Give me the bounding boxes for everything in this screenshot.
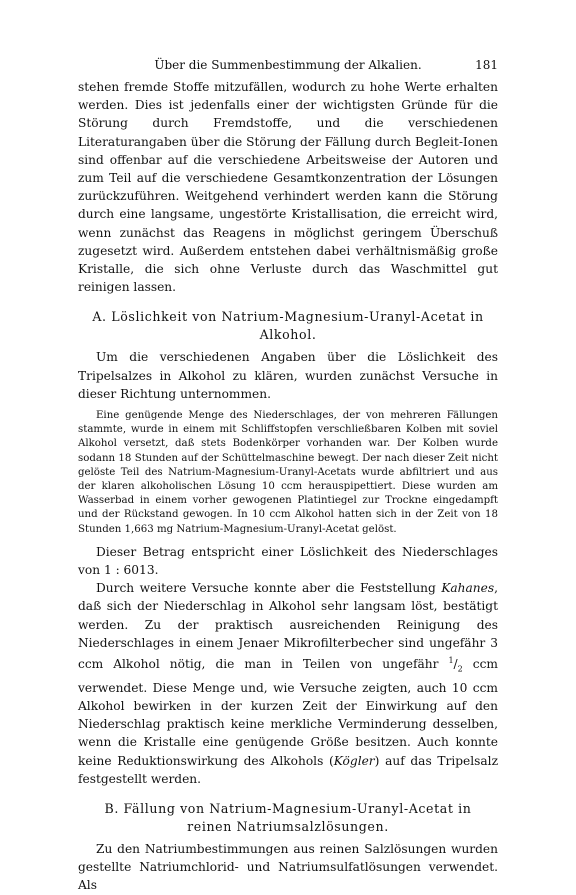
paragraph-5 [78, 579, 498, 788]
paragraph-5-text-a: Durch weitere Versuche konnte aber die Feststellung [96, 581, 442, 596]
section-heading-a [78, 308, 498, 344]
section-heading-b-line-2: reinen Natriumsalzlösungen. [187, 819, 389, 835]
paragraph-5-text-c: ccm verwendet. Diese Menge und, wie Versuche zeigten, auch 10 ccm Alkohol bewirken in der kurzen Zeit der Einwirkung auf den Niederschlag praktisch keine merkliche Verminderung desselben, wenn die Kristalle eine genügende Größe besitzen. Auch konnte keine Reduktionswirkung des Alkohols ( [78, 657, 498, 768]
paragraph-4: Dieser Betrag entspricht einer Löslichkeit des Niederschlages von 1 : 6013. [78, 544, 498, 578]
author-name-kogler: Kögler [333, 753, 375, 768]
fraction-slash: / [453, 657, 458, 672]
fraction-numerator: 1 [448, 656, 454, 666]
section-heading-a-line-1: A. Löslichkeit von Natrium-Magnesium-Uranyl-Acetat in [92, 309, 484, 325]
section-heading-a-line-2: Alkohol. [259, 327, 317, 343]
fraction-denominator: 2 [457, 664, 463, 674]
paragraph-5-text-d: ) auf das Tripelsalz festgestellt werden. [78, 753, 498, 786]
running-head [78, 58, 498, 78]
running-title: Über die Summenbestimmung der Alkalien. [154, 58, 422, 72]
paragraph-2: Um die verschiedenen Angaben über die Löslichkeit des Tripelsalzes in Alkohol zu klären, wurden zunächst Versuche in dieser Richtung unternommen. [78, 350, 498, 401]
paragraph-3-small-print: Eine genügende Menge des Niederschlages, der von mehreren Fällungen stammte, wurde in einem mit Schliffstopfen verschließbaren Kolben mit soviel Alkohol versetzt, daß stets Bodenkörper vorhanden war. Der Kolben wurde sodann 18 Stunden auf der Schüttelmaschine bewegt. Der nach dieser Zeit nicht gelöste Teil des Natrium-Magnesium-Uranyl-Acetats wurde abfiltriert und aus der klaren alkoholischen Lösung 10 ccm herauspipettiert. Diese wurden am Wasserbad in einem vorher gewogenen Platintiegel zur Trockne eingedampft und der Rückstand gewogen. In 10 ccm Alkohol hatten sich in der Zeit von 18 Stunden 1,663 mg Natrium-Magnesium-Uranyl-Acetat gelöst. [78, 410, 498, 535]
section-heading-b-line-1: B. Fällung von Natrium-Magnesium-Uranyl-Acetat in [104, 801, 472, 817]
author-name-kahane: Kahanes [441, 581, 495, 596]
paragraph-6: Zu den Natriumbestimmungen aus reinen Salzlösungen wurden gestellte Natriumchlorid- und Natriumsulfatlösungen verwendet. Als [78, 842, 498, 893]
section-heading-b [78, 800, 498, 836]
paragraph-1: stehen fremde Stoffe mitzufällen, wodurch zu hohe Werte erhalten werden. Dies ist jedenfalls einer der wichtigsten Gründe für die Störung durch Fremdstoffe, und die verschiedenen Literaturangaben über die Störung der Fällung durch Begleit-Ionen sind offenbar auf die verschiedene Arbeitsweise der Autoren und zum Teil auf die verschiedene Gesamtkonzentration der Lösungen zurückzuführen. Weitgehend verhindert werden kann die Störung durch eine langsame, ungestörte Kristallisation, die erreicht wird, wenn zunächst das Reagens in möglichst geringem Überschuß zugesetzt wird. Außerdem entstehen dabei verhältnismäßig große Kristalle, die sich ohne Verluste durch das Waschmittel gut reinigen lassen. [78, 80, 498, 295]
paragraph-5-text-b: , daß sich der Niederschlag in Alkohol sehr langsam löst, bestätigt werden. Zu der praktisch ausreichenden Reinigung des Niederschlages in einem Jenaer Mikrofilterbecher sind ungefähr 3 ccm Alkohol nötig, die man in Teilen von ungefähr [78, 581, 498, 672]
page [78, 58, 498, 895]
page-number: 181 [475, 58, 498, 72]
